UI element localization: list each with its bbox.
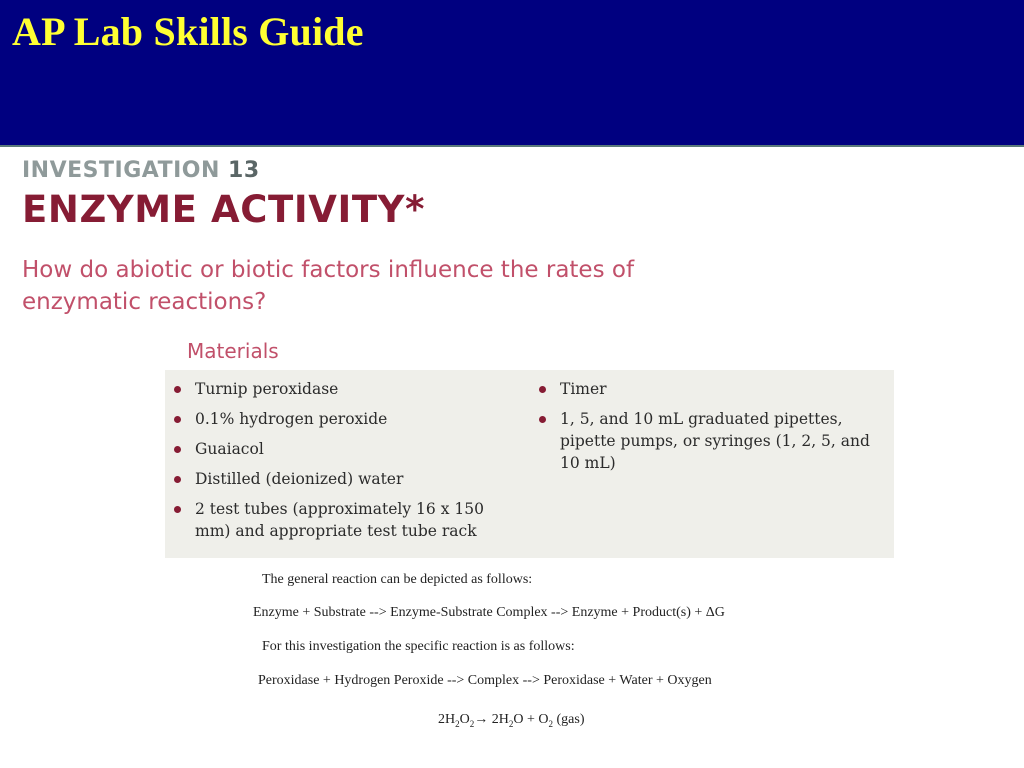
investigation-label <box>22 158 260 183</box>
specific-reaction: Peroxidase + Hydrogen Peroxide --> Complex --> Peroxidase + Water + Oxygen <box>258 673 712 688</box>
equation-part: 2H <box>438 712 456 727</box>
bullet-icon <box>174 446 181 453</box>
investigation-question: How do abiotic or biotic factors influence the rates of enzymatic reactions? <box>22 257 635 315</box>
equation-subscript: 2 <box>469 718 475 729</box>
equation-subscript: 2 <box>508 718 514 729</box>
chemical-equation <box>438 712 585 729</box>
specific-reaction-intro: For this investigation the specific reaction is as follows: <box>262 639 575 654</box>
investigation-title: ENZYME ACTIVITY* <box>22 188 426 231</box>
bullet-icon <box>174 386 181 393</box>
equation-subscript: 2 <box>455 718 460 729</box>
materials-item <box>195 498 495 542</box>
bullet-icon <box>539 416 546 423</box>
general-reaction: Enzyme + Substrate --> Enzyme-Substrate Complex --> Enzyme + Product(s) + ΔG <box>253 605 725 620</box>
bullet-icon <box>174 416 181 423</box>
materials-heading: Materials <box>187 339 279 363</box>
materials-item <box>195 378 495 400</box>
materials-item-text: Turnip peroxidase <box>195 380 339 398</box>
bullet-icon <box>539 386 546 393</box>
materials-box <box>165 370 894 558</box>
equation-subscript: 2 <box>548 718 553 729</box>
materials-item <box>195 438 495 460</box>
materials-item <box>560 408 880 474</box>
materials-item-text: 2 test tubes (approximately 16 x 150 mm) and appropriate test tube rack <box>195 500 484 540</box>
materials-item <box>195 468 495 490</box>
materials-list-left <box>195 378 495 550</box>
title-bar <box>0 0 1024 147</box>
equation-part: O <box>459 712 470 727</box>
arrow-icon: → <box>474 712 489 727</box>
materials-list-right <box>560 378 880 482</box>
investigation-label-text: INVESTIGATION <box>22 158 220 183</box>
equation-part: 2H <box>488 712 509 727</box>
investigation-number: 13 <box>228 158 260 183</box>
equation-part: O + O <box>513 712 549 727</box>
bullet-icon <box>174 476 181 483</box>
slide-title: AP Lab Skills Guide <box>12 9 364 54</box>
materials-item-text: Guaiacol <box>195 440 264 458</box>
materials-item-text: Timer <box>560 380 607 398</box>
bullet-icon <box>174 506 181 513</box>
general-reaction-intro: The general reaction can be depicted as follows: <box>262 572 533 587</box>
materials-item-text: Distilled (deionized) water <box>195 470 404 488</box>
materials-item-text: 0.1% hydrogen peroxide <box>195 410 388 428</box>
materials-item-text: 1, 5, and 10 mL graduated pipettes, pipette pumps, or syringes (1, 2, 5, and 10 mL) <box>560 410 870 472</box>
equation-part: (gas) <box>553 712 585 727</box>
materials-item <box>195 408 495 430</box>
materials-item <box>560 378 880 400</box>
